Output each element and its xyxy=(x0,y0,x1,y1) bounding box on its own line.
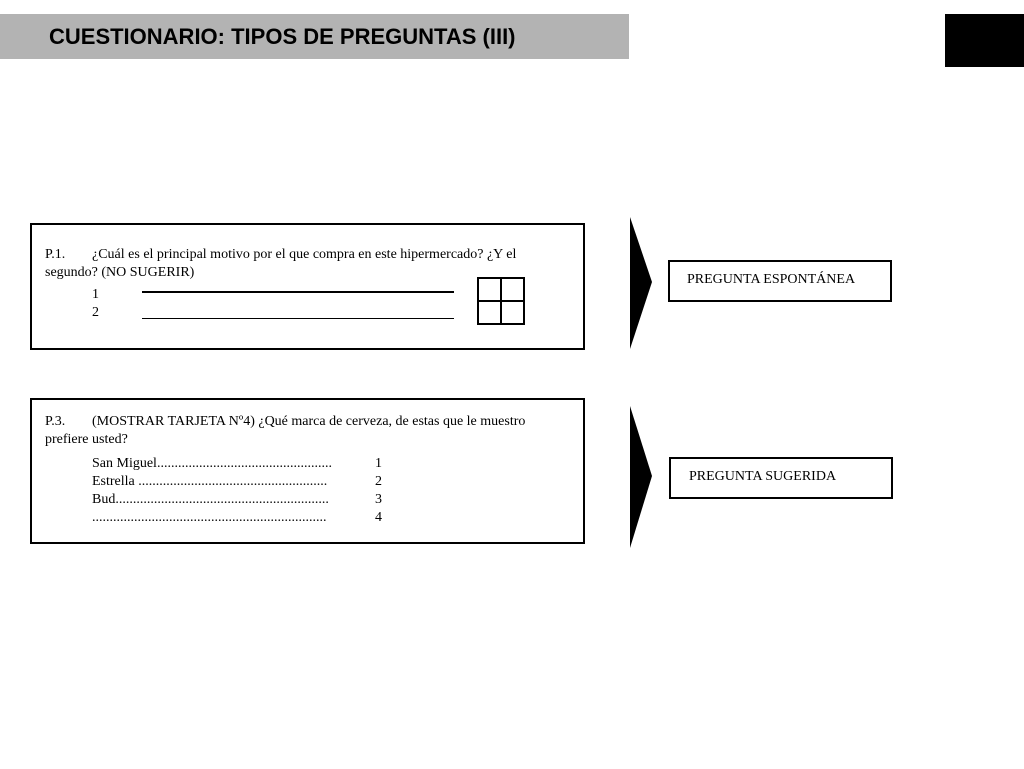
option-code: 2 xyxy=(375,474,382,489)
page-title: CUESTIONARIO: TIPOS DE PREGUNTAS (III) xyxy=(49,24,516,49)
chevron-right-icon xyxy=(628,404,656,550)
chevron-right-icon xyxy=(628,215,656,351)
answer-line xyxy=(142,291,454,293)
answer-line-number: 1 xyxy=(92,287,99,302)
option-label: San Miguel.................................................. xyxy=(92,456,332,471)
question-box-p3 xyxy=(30,398,585,544)
answer-line xyxy=(142,318,454,319)
option-code: 3 xyxy=(375,492,382,507)
option-label: Estrella ...................................................... xyxy=(92,474,328,489)
question-number: P.1. xyxy=(45,247,66,262)
code-grid xyxy=(477,277,525,325)
option-code: 4 xyxy=(375,510,382,525)
question-text: ¿Cuál es el principal motivo por el que compra en este hipermercado? ¿Y el segundo? (NO SUGERIR) xyxy=(45,247,517,280)
corner-decoration xyxy=(945,14,1024,67)
label-spontaneous-question: PREGUNTA ESPONTÁNEA xyxy=(668,260,892,302)
option-label: ................................................................... xyxy=(92,510,327,525)
label-suggested-question: PREGUNTA SUGERIDA xyxy=(669,457,893,499)
option-code: 1 xyxy=(375,456,382,471)
option-label: Bud............................................................. xyxy=(92,492,329,507)
question-text: (MOSTRAR TARJETA Nº4) ¿Qué marca de cerveza, de estas que le muestro prefiere usted? xyxy=(45,414,526,447)
answer-line-number: 2 xyxy=(92,305,99,320)
question-number: P.3. xyxy=(45,414,66,429)
question-box-p1 xyxy=(30,223,585,350)
title-bar xyxy=(0,14,629,59)
